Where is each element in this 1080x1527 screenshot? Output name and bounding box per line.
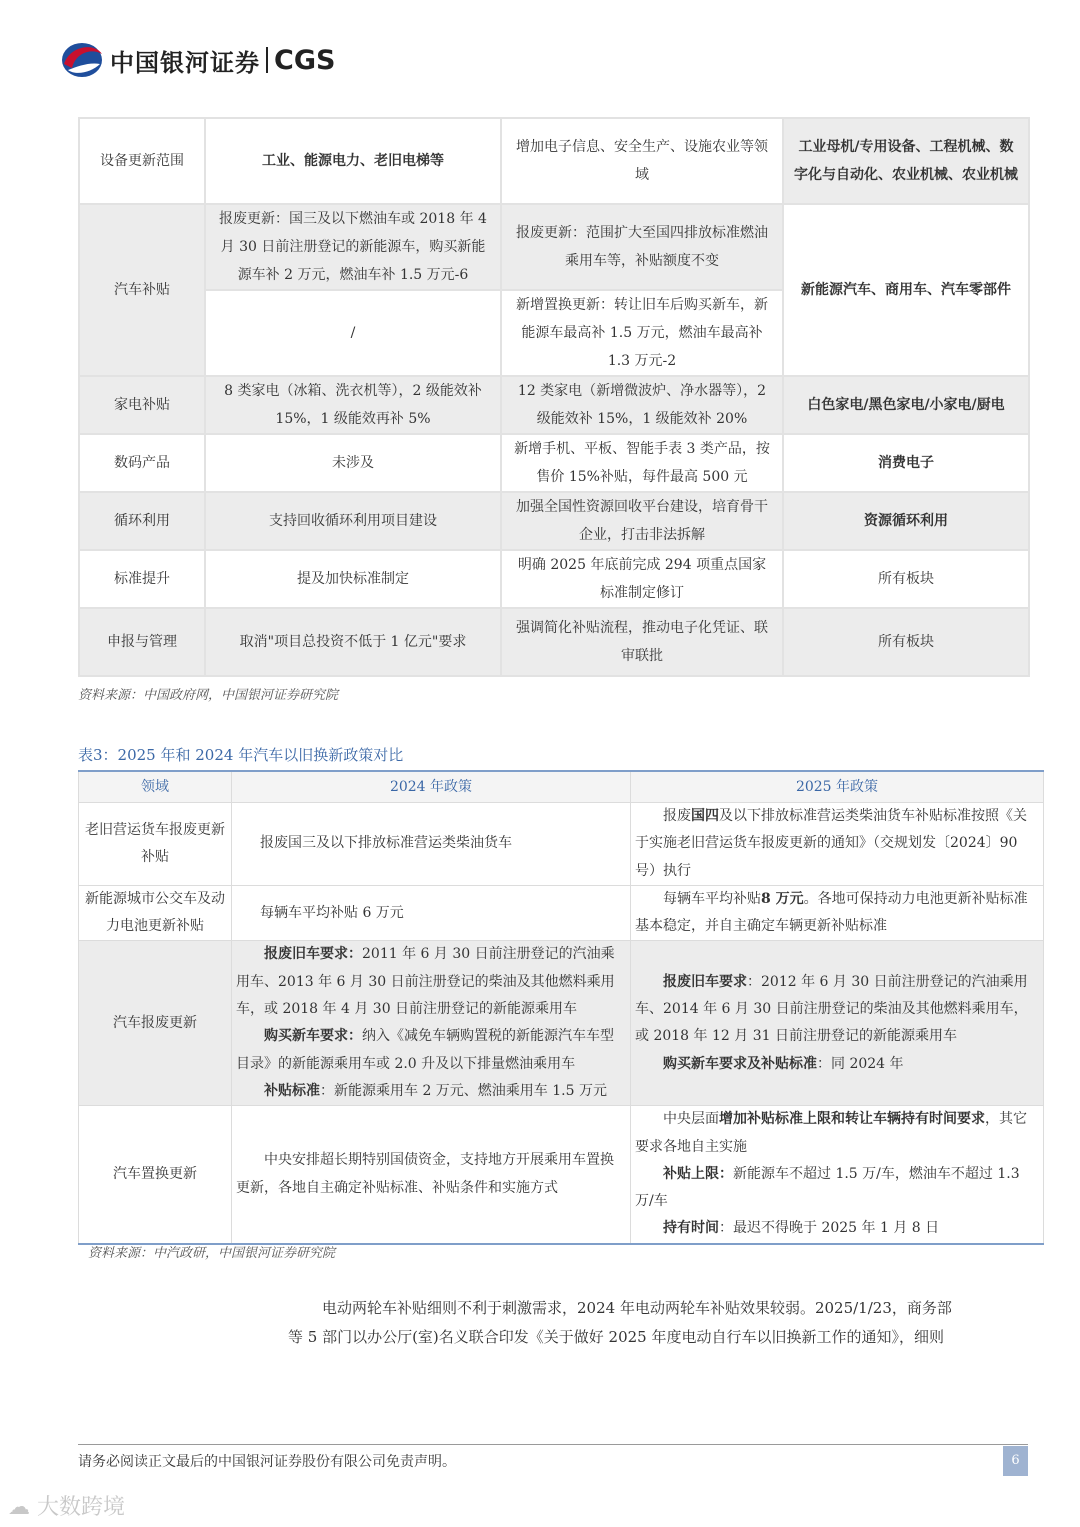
table-cell: 报废国三及以下排放标准营运类柴油货车: [232, 803, 631, 886]
text-span: 中央安排超长期特别国债资金，支持地方开展乘用车置换更新，各地自主确定补贴标准、补贴条件和实施方式: [236, 1152, 614, 1196]
table-cell: /: [205, 290, 501, 376]
column-header: 2024 年政策: [232, 771, 631, 803]
column-header: 领域: [79, 771, 232, 803]
table-cell: 明确 2025 年底前完成 294 项重点国家标准制定修订: [501, 550, 783, 608]
table-cell: 取消"项目总投资不低于 1 亿元"要求: [205, 608, 501, 676]
text-span: ：2012 年 6 月 30 日前注册登记的汽油乘用车、2014 年 6 月 30 日前注册登记的柴油及其他燃料乘用车，或 2018 年 12 月 31 日前注册登记的新能源乘用车: [635, 973, 1028, 1045]
text-span: 新能源车不超过 1.5 万/车，燃油车不超过 1.3 万/车: [635, 1165, 1020, 1210]
table-cell: 工业、能源电力、老旧电梯等: [205, 118, 501, 204]
page-number: 6: [1003, 1446, 1028, 1476]
table-cell: 8 类家电（冰箱、洗衣机等），2 级能效补 15%，1 级能效再补 5%: [205, 376, 501, 434]
table-cell: 标准提升: [79, 550, 205, 608]
table-cell: 循环利用: [79, 492, 205, 550]
text-span: ，其它要求各地自主实施: [635, 1111, 1027, 1155]
auto-trade-in-policy-table: [78, 770, 1044, 1245]
bold-text: 8 万元: [761, 890, 804, 907]
bold-text: 补贴上限：: [663, 1165, 733, 1182]
table-header-row: [79, 771, 1044, 803]
bold-text: 报废旧车要求：: [264, 946, 362, 963]
table-cell: 未涉及: [205, 434, 501, 492]
table-cell: 汽车补贴: [79, 204, 205, 376]
table-cell: [631, 885, 1044, 941]
table-row: [79, 118, 1029, 204]
table-cell: 家电补贴: [79, 376, 205, 434]
table-cell: 设备更新范围: [79, 118, 205, 204]
table-cell: 增加电子信息、安全生产、设施农业等领域: [501, 118, 783, 204]
table-cell: [232, 941, 631, 1106]
footer-disclaimer: 请务必阅读正文最后的中国银河证券股份有限公司免责声明。: [78, 1454, 456, 1470]
text-span: 。各地可保持动力电池更新补贴标准基本稳定，并自主确定车辆更新补贴标准: [635, 890, 1028, 935]
table-cell: 消费电子: [783, 434, 1029, 492]
watermark: [8, 1490, 125, 1521]
table-cell: [631, 803, 1044, 886]
table-cell: 每辆车平均补贴 6 万元: [232, 885, 631, 941]
text-span: ：新能源乘用车 2 万元、燃油乘用车 1.5 万元: [320, 1082, 607, 1099]
table-cell: 白色家电/黑色家电/小家电/厨电: [783, 376, 1029, 434]
body-paragraph-line-1: 电动两轮车补贴细则不利于刺激需求，2024 年电动两轮车补贴效果较弱。2025/1/23，商务部: [322, 1299, 952, 1317]
text-span: ：同 2024 年: [817, 1055, 904, 1072]
footer-divider: [78, 1444, 1028, 1445]
table-cell: 新能源城市公交车及动力电池更新补贴: [79, 885, 232, 941]
column-header: 2025 年政策: [631, 771, 1044, 803]
table-cell: [631, 1106, 1044, 1244]
table-cell: [232, 1106, 631, 1244]
table-cell: 12 类家电（新增微波炉、净水器等），2 级能效补 15%，1 级能效补 20%: [501, 376, 783, 434]
bold-text: 购买新车要求：: [264, 1028, 362, 1045]
table-cell: 汽车报废更新: [79, 941, 232, 1106]
text-span: 纳入《减免车辆购置税的新能源汽车车型目录》的新能源乘用车或 2.0 升及以下排量燃油乘用车: [236, 1028, 614, 1072]
table-row: [79, 803, 1044, 886]
bold-text: 补贴标准: [264, 1082, 320, 1099]
table-cell: 强调简化补贴流程，推动电子化凭证、联审联批: [501, 608, 783, 676]
table-cell: 新增手机、平板、智能手表 3 类产品，按售价 15%补贴，每件最高 500 元: [501, 434, 783, 492]
logo-separator: [266, 47, 268, 73]
text-span: 报废: [663, 808, 691, 824]
table-cell: 数码产品: [79, 434, 205, 492]
table-cell: 资源循环利用: [783, 492, 1029, 550]
table-row: [79, 550, 1029, 608]
table-cell: 报废更新：范围扩大至国四排放标准燃油乘用车等，补贴额度不变: [501, 204, 783, 290]
table-row: [79, 608, 1029, 676]
table-row: [79, 885, 1044, 941]
bold-text: 购买新车要求及补贴标准: [663, 1055, 817, 1072]
table-cell: 申报与管理: [79, 608, 205, 676]
bold-text: 报废旧车要求: [663, 973, 747, 990]
watermark-text: 大数跨境: [37, 1495, 126, 1520]
table-row: [79, 376, 1029, 434]
table-cell: 汽车置换更新: [79, 1106, 232, 1244]
policy-comparison-table: [78, 117, 1030, 677]
table-cell: 加强全国性资源回收平台建设，培育骨干企业，打击非法拆解: [501, 492, 783, 550]
table-cell: 所有板块: [783, 608, 1029, 676]
table-cell: 报废更新：国三及以下燃油车或 2018 年 4 月 30 日前注册登记的新能源车，购买新能源车补 2 万元，燃油车补 1.5 万元-6: [205, 204, 501, 290]
table2-source: 资料来源：中汽政研，中国银河证券研究院: [88, 1246, 336, 1261]
table-cell: 工业母机/专用设备、工程机械、数字化与自动化、农业机械、农业机械: [783, 118, 1029, 204]
bold-text: 国四: [691, 808, 719, 824]
bold-text: 增加补贴标准上限和转让车辆持有时间要求: [719, 1111, 985, 1128]
table-cell: [631, 941, 1044, 1106]
text-span: 中央层面: [663, 1111, 719, 1128]
table-row: [79, 204, 1029, 290]
table-cell: 支持回收循环利用项目建设: [205, 492, 501, 550]
table1-source: 资料来源：中国政府网，中国银河证券研究院: [78, 688, 339, 703]
table-cell: 新增置换更新：转让旧车后购买新车，新能源车最高补 1.5 万元，燃油车最高补 1.3 万元-2: [501, 290, 783, 376]
company-logo: [60, 40, 335, 80]
table2-title: 表3：2025 年和 2024 年汽车以旧换新政策对比: [78, 746, 404, 764]
text-span: 2011 年 6 月 30 日前注册登记的汽油乘用车、2013 年 6 月 30 日前注册登记的柴油及其他燃料乘用车，或 2018 年 4 月 30 日前注册登记的新能源乘用车: [236, 946, 615, 1018]
table-cell: 提及加快标准制定: [205, 550, 501, 608]
logo-en-text: CGS: [274, 44, 336, 76]
text-span: 每辆车平均补贴: [663, 890, 761, 907]
table-row: [79, 1106, 1044, 1244]
weibo-icon: ☁: [8, 1495, 37, 1520]
body-paragraph-line-2: 等 5 部门以办公厅(室)名义联合印发《关于做好 2025 年度电动自行车以旧换新工作的通知》，细则: [288, 1328, 944, 1346]
table-cell: 新能源汽车、商用车、汽车零部件: [783, 204, 1029, 376]
text-span: 及以下排放标准营运类柴油货车补贴标准按照《关于实施老旧营运货车报废更新的通知》（交规划发〔2024〕90 号）执行: [635, 808, 1027, 879]
bold-text: 持有时间: [663, 1220, 719, 1237]
table-row: [79, 941, 1044, 1106]
text-span: ：最迟不得晚于 2025 年 1 月 8 日: [719, 1220, 940, 1237]
logo-cn-text: 中国银河证券: [110, 48, 260, 77]
table-cell: 所有板块: [783, 550, 1029, 608]
cgs-logo-icon: [60, 40, 104, 80]
table-row: [79, 492, 1029, 550]
table-row: [79, 434, 1029, 492]
table-cell: 老旧营运货车报废更新补贴: [79, 803, 232, 886]
